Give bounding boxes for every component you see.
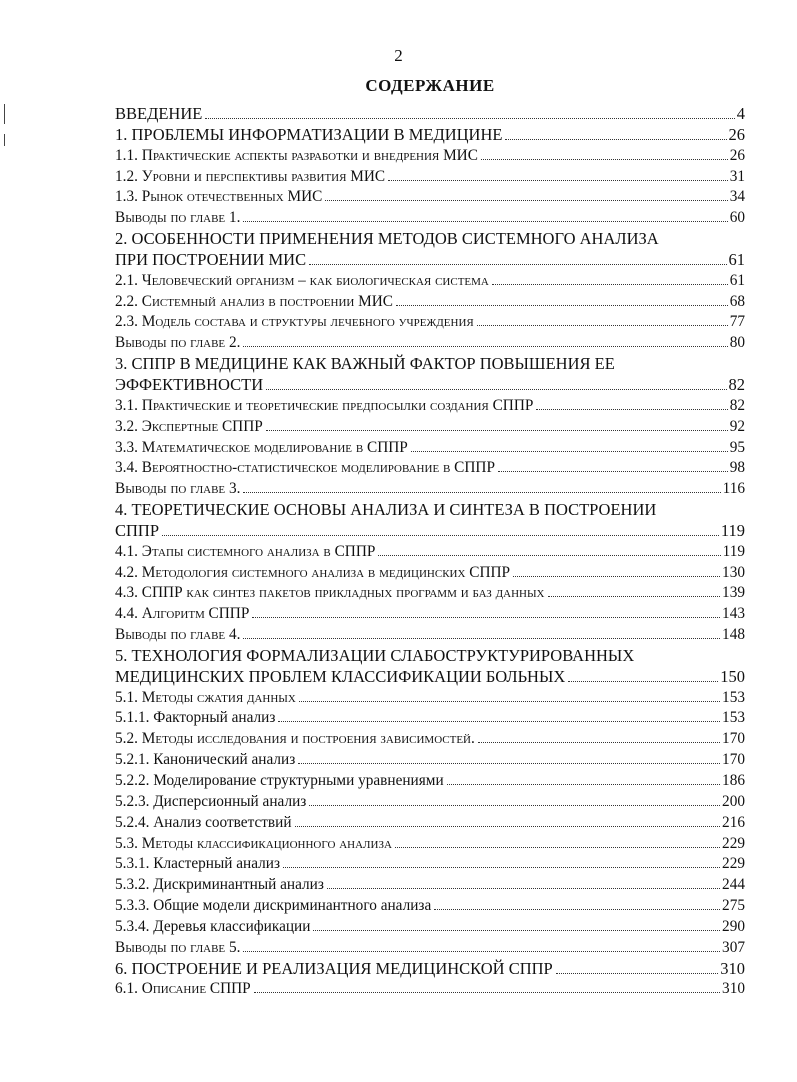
toc-entry-page: 77 xyxy=(729,313,745,331)
toc-entry xyxy=(115,667,745,688)
toc-entry xyxy=(115,792,745,813)
toc-entry xyxy=(115,417,745,438)
toc-entry xyxy=(115,771,745,792)
toc-entry xyxy=(115,563,745,584)
toc-entry-label: 5.2.2. Моделирование структурными уравнениями xyxy=(115,772,444,789)
toc-entry-page: 310 xyxy=(720,958,745,978)
toc-entry xyxy=(115,625,745,646)
toc-leader-dots xyxy=(478,742,720,743)
toc-entry-label: 3.4. Вероятностно-статистическое моделирование в СППР xyxy=(115,459,495,477)
toc-leader-dots xyxy=(325,200,727,201)
toc-leader-dots xyxy=(309,264,726,265)
toc-entry-page: 307 xyxy=(722,938,745,956)
toc-entry-page: 98 xyxy=(729,459,745,477)
margin-scan-mark xyxy=(4,134,5,146)
toc-entry-label: 5.2.4. Анализ соответствий xyxy=(115,813,292,831)
toc-leader-dots xyxy=(536,409,727,410)
toc-entry-label: Выводы по главе 2. xyxy=(115,334,241,352)
toc-entry-page: 31 xyxy=(729,167,745,185)
toc-entry xyxy=(115,146,745,167)
toc-entry xyxy=(115,396,745,417)
toc-entry-label: 1. ПРОБЛЕМЫ ИНФОРМАТИЗАЦИИ В МЕДИЦИНЕ xyxy=(115,124,503,144)
toc-leader-dots xyxy=(513,576,720,577)
toc-leader-dots xyxy=(295,826,721,827)
toc-leader-dots xyxy=(548,596,721,597)
toc-entry-label: 4. ТЕОРЕТИЧЕСКИЕ ОСНОВЫ АНАЛИЗА И СИНТЕЗА В ПОСТРОЕНИИ xyxy=(115,500,657,520)
toc-entry-label: 3.2. Экспертные СППР xyxy=(115,417,263,435)
toc-entry-page: 116 xyxy=(722,480,745,498)
toc-leader-dots xyxy=(447,784,720,785)
toc-entry-label: ПРИ ПОСТРОЕНИИ МИС xyxy=(115,249,307,269)
toc-entry-label: 6.1. Описание СППР xyxy=(115,980,251,998)
toc-entry-page: 119 xyxy=(720,520,745,540)
toc-leader-dots xyxy=(243,221,727,222)
toc-entry-page: 153 xyxy=(722,709,745,727)
toc-entry-page: 119 xyxy=(722,542,745,560)
toc-entry-label: Выводы по главе 5. xyxy=(115,938,241,956)
toc-entry xyxy=(115,187,745,208)
toc-leader-dots xyxy=(411,451,728,452)
toc-entry-page: 200 xyxy=(722,792,745,810)
toc-entry-page: 80 xyxy=(729,334,745,352)
toc-entry-page: 60 xyxy=(729,209,745,227)
toc-entry-page: 143 xyxy=(722,605,745,623)
table-of-contents xyxy=(115,104,745,1000)
toc-entry-label: ЭФФЕКТИВНОСТИ xyxy=(115,374,264,394)
toc-leader-dots xyxy=(477,325,728,326)
toc-entry-label: 3.1. Практические и теоретические предпосылки создания СППР xyxy=(115,396,534,414)
page-number: 2 xyxy=(394,46,403,65)
toc-leader-dots xyxy=(313,930,720,931)
toc-entry-label: МЕДИЦИНСКИХ ПРОБЛЕМ КЛАССИФИКАЦИИ БОЛЬНЫХ xyxy=(115,666,566,686)
toc-entry-label: Выводы по главе 3. xyxy=(115,480,241,498)
toc-entry-label: 5.1.1. Факторный анализ xyxy=(115,709,276,727)
toc-entry-label: 4.4. Алгоритм СППР xyxy=(115,605,250,623)
toc-entry-label: 2.2. Системный анализ в построении МИС xyxy=(115,292,394,310)
toc-entry xyxy=(115,959,745,980)
toc-entry-label: 5.3.3. Общие модели дискриминантного анализа xyxy=(115,897,432,915)
toc-leader-dots xyxy=(299,701,720,702)
toc-entry xyxy=(115,604,745,625)
toc-entry xyxy=(115,875,745,896)
toc-entry xyxy=(115,834,745,855)
toc-entry xyxy=(115,500,745,521)
toc-entry xyxy=(115,333,745,354)
toc-leader-dots xyxy=(388,180,728,181)
toc-entry xyxy=(115,354,745,375)
toc-entry xyxy=(115,458,745,479)
toc-entry-page: 275 xyxy=(722,897,745,915)
toc-entry-page: 150 xyxy=(720,666,745,686)
toc-entry-page: 216 xyxy=(722,813,745,831)
toc-entry-page: 4 xyxy=(736,104,745,123)
toc-entry-label: ВВЕДЕНИЕ xyxy=(115,104,203,123)
toc-entry xyxy=(115,750,745,771)
toc-entry-label: 3. СППР В МЕДИЦИНЕ КАК ВАЖНЫЙ ФАКТОР ПОВЫШЕНИЯ ЕЕ xyxy=(115,354,615,374)
toc-entry-label: 4.2. Методология системного анализа в медицинских СППР xyxy=(115,563,511,581)
toc-entry xyxy=(115,104,745,125)
toc-entry-label: 5.3.4. Деревья классификации xyxy=(115,917,311,935)
toc-entry-page: 26 xyxy=(728,124,745,144)
toc-entry-page: 130 xyxy=(722,563,745,581)
toc-entry-page: 170 xyxy=(722,751,745,769)
toc-entry xyxy=(115,229,745,250)
toc-leader-dots xyxy=(283,867,720,868)
toc-entry-page: 92 xyxy=(729,417,745,435)
toc-entry-page: 26 xyxy=(729,146,745,164)
toc-leader-dots xyxy=(327,888,720,889)
toc-entry-label: 1.1. Практические аспекты разработки и внедрения МИС xyxy=(115,146,478,164)
toc-leader-dots xyxy=(266,430,728,431)
toc-entry-page: 95 xyxy=(729,438,745,456)
toc-entry-label: 5.2. Методы исследования и построения зависимостей. xyxy=(115,730,475,748)
toc-entry-label: 2.1. Человеческий организм – как биологическая система xyxy=(115,271,489,289)
toc-entry xyxy=(115,917,745,938)
toc-entry xyxy=(115,125,745,146)
toc-entry-label: 4.3. СППР как синтез пакетов прикладных программ и баз данных xyxy=(115,584,545,602)
toc-entry-label: Выводы по главе 1. xyxy=(115,209,241,227)
toc-entry xyxy=(115,542,745,563)
toc-entry-label: Выводы по главе 4. xyxy=(115,626,241,644)
toc-leader-dots xyxy=(162,535,719,536)
toc-leader-dots xyxy=(396,305,728,306)
toc-entry xyxy=(115,646,745,667)
toc-entry-label: 5.2.1. Канонический анализ xyxy=(115,751,296,769)
toc-entry-page: 229 xyxy=(722,834,745,852)
toc-entry xyxy=(115,375,745,396)
toc-leader-dots xyxy=(481,159,728,160)
toc-leader-dots xyxy=(498,471,728,472)
toc-entry-page: 82 xyxy=(729,396,745,414)
toc-entry xyxy=(115,312,745,333)
toc-entry xyxy=(115,896,745,917)
toc-leader-dots xyxy=(252,617,720,618)
toc-leader-dots xyxy=(243,951,720,952)
toc-entry-page: 61 xyxy=(728,249,745,269)
toc-leader-dots xyxy=(243,638,720,639)
toc-leader-dots xyxy=(254,992,720,993)
toc-entry xyxy=(115,250,745,271)
toc-leader-dots xyxy=(492,284,728,285)
toc-entry-page: 153 xyxy=(722,688,745,706)
toc-leader-dots xyxy=(309,805,720,806)
toc-leader-dots xyxy=(378,555,720,556)
toc-entry xyxy=(115,208,745,229)
toc-entry-label: 6. ПОСТРОЕНИЕ И РЕАЛИЗАЦИЯ МЕДИЦИНСКОЙ СППР xyxy=(115,958,553,978)
toc-leader-dots xyxy=(505,139,726,140)
toc-entry-page: 290 xyxy=(722,917,745,935)
toc-leader-dots xyxy=(298,763,720,764)
toc-entry-label: СППР xyxy=(115,520,160,540)
toc-leader-dots xyxy=(556,973,719,974)
toc-entry-page: 148 xyxy=(722,626,745,644)
toc-entry xyxy=(115,583,745,604)
toc-leader-dots xyxy=(243,492,720,493)
toc-entry-label: 5.3. Методы классификационного анализа xyxy=(115,834,392,852)
toc-entry-page: 244 xyxy=(722,876,745,894)
toc-entry xyxy=(115,854,745,875)
toc-leader-dots xyxy=(395,847,720,848)
page-title: СОДЕРЖАНИЕ xyxy=(365,76,495,95)
toc-leader-dots xyxy=(205,118,734,119)
toc-entry xyxy=(115,688,745,709)
toc-entry-label: 1.2. Уровни и перспективы развития МИС xyxy=(115,167,386,185)
toc-entry-label: 2.3. Модель состава и структуры лечебного учреждения xyxy=(115,313,474,331)
toc-entry-page: 170 xyxy=(722,730,745,748)
toc-entry-page: 139 xyxy=(722,584,745,602)
toc-entry-page: 68 xyxy=(729,292,745,310)
toc-leader-dots xyxy=(266,389,726,390)
toc-entry-page: 82 xyxy=(728,374,745,394)
toc-entry xyxy=(115,438,745,459)
toc-entry-page: 229 xyxy=(722,855,745,873)
margin-scan-mark xyxy=(4,104,5,124)
toc-entry xyxy=(115,271,745,292)
toc-entry xyxy=(115,167,745,188)
toc-leader-dots xyxy=(434,909,720,910)
toc-entry-label: 5.3.2. Дискриминантный анализ xyxy=(115,876,324,894)
toc-entry-label: 2. ОСОБЕННОСТИ ПРИМЕНЕНИЯ МЕТОДОВ СИСТЕМНОГО АНАЛИЗА xyxy=(115,229,659,249)
toc-entry xyxy=(115,521,745,542)
toc-entry xyxy=(115,729,745,750)
toc-entry xyxy=(115,479,745,500)
toc-entry-label: 4.1. Этапы системного анализа в СППР xyxy=(115,542,376,560)
toc-entry-page: 61 xyxy=(729,271,745,289)
toc-entry-label: 5.1. Методы сжатия данных xyxy=(115,688,296,706)
toc-entry-page: 186 xyxy=(722,772,745,789)
toc-entry xyxy=(115,979,745,1000)
toc-entry xyxy=(115,938,745,959)
toc-entry-label: 5. ТЕХНОЛОГИЯ ФОРМАЛИЗАЦИИ СЛАБОСТРУКТУРИРОВАННЫХ xyxy=(115,645,635,665)
toc-entry-label: 1.3. Рынок отечественных МИС xyxy=(115,188,323,206)
toc-entry-label: 5.3.1. Кластерный анализ xyxy=(115,855,281,873)
toc-leader-dots xyxy=(243,346,727,347)
toc-entry-label: 3.3. Математическое моделирование в СППР xyxy=(115,438,408,456)
toc-entry xyxy=(115,813,745,834)
toc-leader-dots xyxy=(278,721,720,722)
toc-leader-dots xyxy=(568,681,718,682)
toc-entry xyxy=(115,708,745,729)
toc-entry xyxy=(115,292,745,313)
toc-entry-page: 310 xyxy=(722,980,745,998)
toc-entry-label: 5.2.3. Дисперсионный анализ xyxy=(115,792,307,810)
toc-entry-page: 34 xyxy=(729,188,745,206)
